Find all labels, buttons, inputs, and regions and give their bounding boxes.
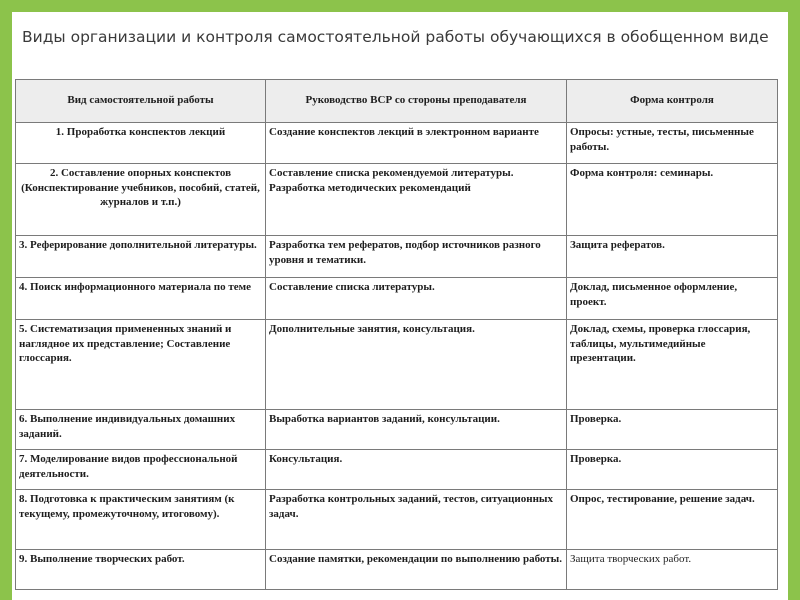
table-row: [16, 320, 778, 410]
cell-control: Проверка.: [567, 450, 778, 490]
cell-work-type: 9. Выполнение творческих работ.: [16, 550, 266, 590]
header-work-type: Вид самостоятельной работы: [16, 80, 266, 123]
cell-guidance: Составление списка рекомендуемой литературы. Разработка методических рекомендаций: [266, 164, 567, 236]
cell-work-type: 5. Систематизация примененных знаний и наглядное их представление; Составление глоссария.: [16, 320, 266, 410]
slide: [12, 12, 788, 600]
cell-control: Форма контроля: семинары.: [567, 164, 778, 236]
table-row: [16, 490, 778, 550]
cell-guidance: Разработка тем рефератов, подбор источников разного уровня и тематики.: [266, 236, 567, 278]
cell-guidance: Составление списка литературы.: [266, 278, 567, 320]
header-teacher-guidance: Руководство ВСР со стороны преподавателя: [266, 80, 567, 123]
slide-title: Виды организации и контроля самостоятельной работы обучающихся в обобщенном виде: [22, 28, 769, 46]
cell-control: Доклад, письменное оформление, проект.: [567, 278, 778, 320]
cell-control: Защита творческих работ.: [567, 550, 778, 590]
table-row: [16, 278, 778, 320]
cell-guidance: Создание памятки, рекомендации по выполнению работы.: [266, 550, 567, 590]
cell-work-type: 7. Моделирование видов профессиональной деятельности.: [16, 450, 266, 490]
cell-control: Опрос, тестирование, решение задач.: [567, 490, 778, 550]
cell-guidance: Консультация.: [266, 450, 567, 490]
cell-control: Опросы: устные, тесты, письменные работы.: [567, 123, 778, 164]
cell-work-type: 8. Подготовка к практическим занятиям (к текущему, промежуточному, итоговому).: [16, 490, 266, 550]
cell-control: Проверка.: [567, 410, 778, 450]
header-control-form: Форма контроля: [567, 80, 778, 123]
cell-control: Доклад, схемы, проверка глоссария, таблицы, мультимедийные презентации.: [567, 320, 778, 410]
table-row: [16, 450, 778, 490]
table-row: [16, 123, 778, 164]
cell-work-type: 1. Проработка конспектов лекций: [16, 123, 266, 164]
cell-guidance: Разработка контрольных заданий, тестов, ситуационных задач.: [266, 490, 567, 550]
cell-guidance: Создание конспектов лекций в электронном варианте: [266, 123, 567, 164]
cell-work-type: 3. Реферирование дополнительной литературы.: [16, 236, 266, 278]
cell-work-type: 4. Поиск информационного материала по теме: [16, 278, 266, 320]
table-row: [16, 410, 778, 450]
table-row: [16, 164, 778, 236]
table-row: [16, 550, 778, 590]
cell-work-type: 6. Выполнение индивидуальных домашних заданий.: [16, 410, 266, 450]
cell-control: Защита рефератов.: [567, 236, 778, 278]
table-header-row: [16, 80, 778, 123]
cell-guidance: Дополнительные занятия, консультация.: [266, 320, 567, 410]
table-row: [16, 236, 778, 278]
cell-guidance: Выработка вариантов заданий, консультации.: [266, 410, 567, 450]
control-table: [15, 79, 778, 590]
cell-work-type: 2. Составление опорных конспектов (Конспектирование учебников, пособий, статей, журналов и т.п.): [16, 164, 266, 236]
